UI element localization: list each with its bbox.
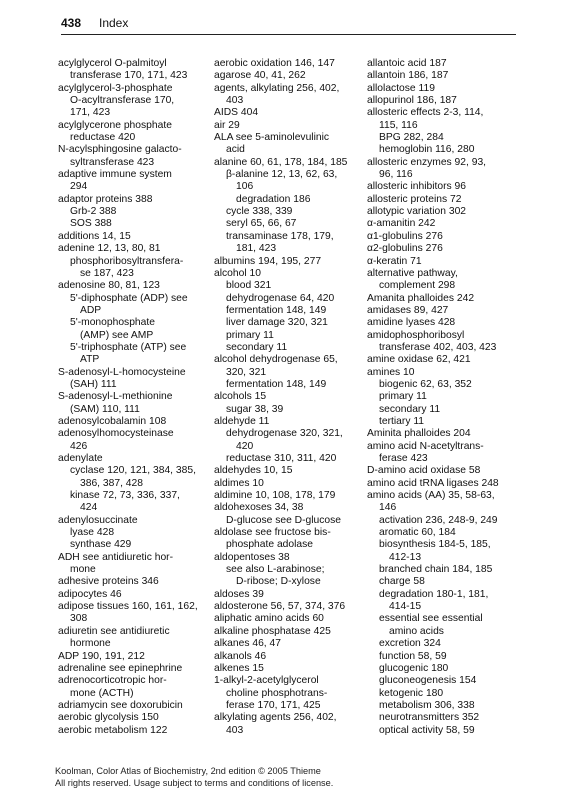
index-entry: adenosylhomocysteinase [58, 428, 174, 440]
index-subentry: 5'-diphosphate (ADP) see [70, 292, 188, 304]
index-subentry: (AMP) see AMP [80, 329, 154, 341]
index-subentry: mone [70, 564, 96, 576]
index-subentry: 420 [236, 440, 254, 452]
index-subentry: 412-13 [389, 551, 422, 563]
index-subentry: fermentation 148, 149 [226, 304, 327, 316]
index-entry: amino acid N-acetyltrans- [367, 440, 484, 452]
index-entry: adenylate [58, 453, 103, 464]
index-subentry: cyclase 120, 121, 384, 385, [70, 465, 196, 477]
index-subentry: 181, 423 [236, 243, 277, 255]
index-entry: allosteric effects 2-3, 114, [367, 107, 484, 119]
index-entry: Amanita phalloides 242 [367, 292, 475, 304]
index-entry: albumins 194, 195, 277 [214, 255, 322, 267]
page-number: 438 [61, 16, 82, 30]
index-column-1 [58, 58, 208, 737]
index-entry: aerobic oxidation 146, 147 [214, 58, 335, 69]
index-subentry: acid [226, 144, 245, 156]
index-column-3 [367, 58, 517, 737]
index-subentry: complement 298 [379, 280, 456, 292]
index-subentry: activation 236, 248-9, 249 [379, 514, 498, 526]
copyright-footer [55, 766, 333, 789]
index-subentry: secondary 11 [226, 341, 288, 353]
index-entry: amine oxidase 62, 421 [367, 354, 471, 366]
index-entry: alternative pathway, [367, 267, 458, 279]
index-subentry: primary 11 [226, 329, 274, 341]
index-entry: amines 10 [367, 366, 415, 378]
index-subentry: hormone [70, 638, 111, 650]
index-entry: amino acid tRNA ligases 248 [367, 477, 499, 489]
index-subentry: excretion 324 [379, 638, 441, 650]
index-subentry: branched chain 184, 185 [379, 564, 493, 576]
index-subentry: sugar 38, 39 [226, 403, 284, 415]
index-entry: allolactose 119 [367, 82, 435, 94]
index-subentry: 403 [226, 95, 244, 107]
index-entry: acylglycerol-3-phosphate [58, 82, 173, 94]
index-subentry: 5'-triphosphate (ATP) see [70, 341, 187, 353]
index-entry: alkanes 46, 47 [214, 638, 281, 650]
index-subentry: biosynthesis 184-5, 185, [379, 539, 491, 551]
index-entry: aerobic metabolism 122 [58, 724, 168, 736]
index-subentry: 424 [80, 502, 98, 514]
index-subentry: 115, 116 [379, 119, 418, 131]
index-entry: allotypic variation 302 [367, 206, 467, 218]
index-subentry: primary 11 [379, 391, 427, 403]
section-title: Index [99, 16, 129, 30]
index-subentry: kinase 72, 73, 336, 337, [70, 490, 180, 502]
index-entry: adaptor proteins 388 [58, 193, 153, 205]
index-subentry: phosphate adolase [226, 539, 314, 551]
index-subentry: transferase 170, 171, 423 [70, 70, 188, 82]
index-subentry: essential see essential [379, 613, 483, 625]
index-subentry: lyase 428 [70, 527, 115, 539]
index-entry: acylglycerol O-palmitoyl [58, 58, 167, 69]
index-subentry: biogenic 62, 63, 352 [379, 378, 472, 390]
index-entry: agents, alkylating 256, 402, [214, 82, 340, 94]
index-subentry: ketogenic 180 [379, 687, 444, 699]
index-subentry: tertiary 11 [379, 415, 425, 427]
index-entry: ADH see antidiuretic hor- [58, 551, 174, 563]
index-entry: aldehydes 10, 15 [214, 465, 293, 477]
index-subentry: glucogenic 180 [379, 662, 449, 674]
index-entry: amidophosphoribosyl [367, 329, 465, 341]
index-subentry: phosphoribosyltransfera- [70, 255, 184, 267]
index-entry: adriamycin see doxorubicin [58, 699, 183, 711]
index-subentry: aromatic 60, 184 [379, 527, 456, 539]
index-entry: adaptive immune system [58, 169, 172, 181]
index-subentry: 308 [70, 613, 88, 625]
index-subentry: Grb-2 388 [70, 206, 117, 218]
index-entry: ADP 190, 191, 212 [58, 650, 145, 662]
index-entry: aldopentoses 38 [214, 551, 290, 563]
index-subentry: amino acids [389, 625, 444, 637]
index-subentry: β-alanine 12, 13, 62, 63, [226, 169, 338, 181]
index-subentry: 320, 321 [226, 366, 267, 378]
index-subentry: 146 [379, 502, 397, 514]
index-entry: alkenes 15 [214, 662, 264, 674]
index-entry: allosteric proteins 72 [367, 193, 462, 205]
footer-line-1: Koolman, Color Atlas of Biochemistry, 2nd edition © 2005 Thieme [55, 766, 321, 776]
index-subentry: 403 [226, 724, 244, 736]
index-subentry: metabolism 306, 338 [379, 699, 475, 711]
index-entry: aldohexoses 34, 38 [214, 502, 304, 514]
index-entry: adhesive proteins 346 [58, 576, 159, 588]
index-entry: allantoin 186, 187 [367, 70, 449, 82]
index-subentry: seryl 65, 66, 67 [226, 218, 297, 230]
index-entry: N-acylsphingosine galacto- [58, 144, 182, 156]
index-subentry: mone (ACTH) [70, 687, 134, 699]
index-entry: α-keratin 71 [367, 255, 422, 267]
index-entry: aldolase see fructose bis- [214, 527, 331, 539]
index-entry: α-amanitin 242 [367, 218, 436, 230]
index-entry: aldosterone 56, 57, 374, 376 [214, 601, 346, 613]
index-subentry: 106 [236, 181, 254, 193]
index-subentry: cycle 338, 339 [226, 206, 293, 218]
index-subentry: O-acyltransferase 170, [70, 95, 175, 107]
index-entry: allosteric enzymes 92, 93, [367, 156, 487, 168]
index-subentry: (SAM) 110, 111 [70, 403, 140, 415]
index-entry: S-adenosyl-L-homocysteine [58, 366, 186, 378]
index-entry: S-adenosyl-L-methionine [58, 391, 173, 403]
index-subentry: SOS 388 [70, 218, 112, 230]
index-subentry: ferase 170, 171, 425 [226, 699, 321, 711]
index-subentry: see also L-arabinose; [226, 564, 325, 576]
index-entry: aldehyde 11 [214, 415, 270, 427]
index-subentry: hemoglobin 116, 280 [379, 144, 475, 156]
index-subentry: fermentation 148, 149 [226, 378, 327, 390]
index-entry: amidine lyases 428 [367, 317, 456, 329]
index-subentry: blood 321 [226, 280, 272, 292]
index-subentry: choline phosphotrans- [226, 687, 328, 699]
index-subentry: reductase 420 [70, 132, 136, 144]
index-subentry: dehydrogenase 320, 321, [226, 428, 343, 440]
index-entry: α1-globulins 276 [367, 230, 443, 242]
index-entry: alkylating agents 256, 402, [214, 712, 337, 724]
index-entry: amino acids (AA) 35, 58-63, [367, 490, 495, 502]
index-entry: alcohol 10 [214, 267, 261, 279]
index-subentry: degradation 180-1, 181, [379, 588, 489, 600]
index-entry: aldoses 39 [214, 588, 264, 600]
footer-line-2: All rights reserved. Usage subject to terms and conditions of license. [55, 777, 334, 788]
index-entry: D-amino acid oxidase 58 [367, 465, 481, 477]
index-entry: aerobic glycolysis 150 [58, 712, 159, 724]
index-entry: acylglycerone phosphate [58, 119, 172, 131]
index-subentry: degradation 186 [236, 193, 311, 205]
index-subentry: ATP [80, 354, 100, 366]
index-subentry: syltransferase 423 [70, 156, 155, 168]
index-subentry: synthase 429 [70, 539, 132, 551]
index-subentry: gluconeogenesis 154 [379, 675, 477, 687]
index-subentry: transaminase 178, 179, [226, 230, 334, 242]
index-subentry: 426 [70, 440, 88, 452]
index-entry: aldimine 10, 108, 178, 179 [214, 490, 336, 502]
index-entry: adenylosuccinate [58, 514, 138, 526]
index-subentry: (SAH) 111 [70, 378, 117, 390]
index-subentry: 5'-monophosphate [70, 317, 155, 329]
index-subentry: 414-15 [389, 601, 422, 613]
index-entry: adrenocorticotropic hor- [58, 675, 167, 687]
index-entry: AIDS 404 [214, 107, 259, 119]
index-entry: adipose tissues 160, 161, 162, [58, 601, 198, 613]
index-entry: allosteric inhibitors 96 [367, 181, 467, 193]
index-subentry: transferase 402, 403, 423 [379, 341, 497, 353]
index-entry: alcohol dehydrogenase 65, [214, 354, 338, 366]
index-entry: adiuretin see antidiuretic [58, 625, 170, 637]
index-subentry: secondary 11 [379, 403, 441, 415]
index-entry: 1-alkyl-2-acetylglycerol [214, 675, 319, 687]
index-subentry: ferase 423 [379, 453, 428, 464]
index-entry: alkaline phosphatase 425 [214, 625, 331, 637]
index-entry: adenosylcobalamin 108 [58, 415, 167, 427]
index-subentry: optical activity 58, 59 [379, 724, 475, 736]
index-subentry: 386, 387, 428 [80, 477, 143, 489]
index-entry: allantoic acid 187 [367, 58, 447, 69]
header-rule [61, 34, 516, 35]
index-subentry: charge 58 [379, 576, 425, 588]
index-subentry: D-ribose; D-xylose [236, 576, 321, 588]
index-entry: adipocytes 46 [58, 588, 122, 600]
index-subentry: D-glucose see D-glucose [226, 514, 342, 526]
index-entry: adenine 12, 13, 80, 81 [58, 243, 161, 255]
index-entry: α2-globulins 276 [367, 243, 443, 255]
index-entry: aliphatic amino acids 60 [214, 613, 324, 625]
index-subentry: 171, 423 [70, 107, 111, 119]
index-entry: additions 14, 15 [58, 230, 131, 242]
index-subentry: 294 [70, 181, 88, 193]
index-column-2 [214, 58, 364, 737]
index-subentry: liver damage 320, 321 [226, 317, 328, 329]
index-entry: adrenaline see epinephrine [58, 662, 183, 674]
index-entry: amidases 89, 427 [367, 304, 449, 316]
index-entry: alanine 60, 61, 178, 184, 185 [214, 156, 348, 168]
index-entry: alkanols 46 [214, 650, 267, 662]
index-subentry: se 187, 423 [80, 267, 134, 279]
page-header [61, 14, 516, 34]
index-entry: aldimes 10 [214, 477, 264, 489]
index-entry: air 29 [214, 119, 240, 131]
index-subentry: 96, 116 [379, 169, 413, 181]
index-subentry: reductase 310, 311, 420 [226, 453, 337, 464]
index-entry: alcohols 15 [214, 391, 267, 403]
index-subentry: BPG 282, 284 [379, 132, 444, 144]
index-entry: ALA see 5-aminolevulinic [214, 132, 330, 144]
index-subentry: neurotransmitters 352 [379, 712, 480, 724]
index-entry: allopurinol 186, 187 [367, 95, 457, 107]
index-entry: adenosine 80, 81, 123 [58, 280, 160, 292]
index-subentry: ADP [80, 304, 102, 316]
index-entry: Aminita phalloides 204 [367, 428, 471, 440]
index-entry: agarose 40, 41, 262 [214, 70, 306, 82]
index-subentry: dehydrogenase 64, 420 [226, 292, 335, 304]
index-subentry: function 58, 59 [379, 650, 447, 662]
